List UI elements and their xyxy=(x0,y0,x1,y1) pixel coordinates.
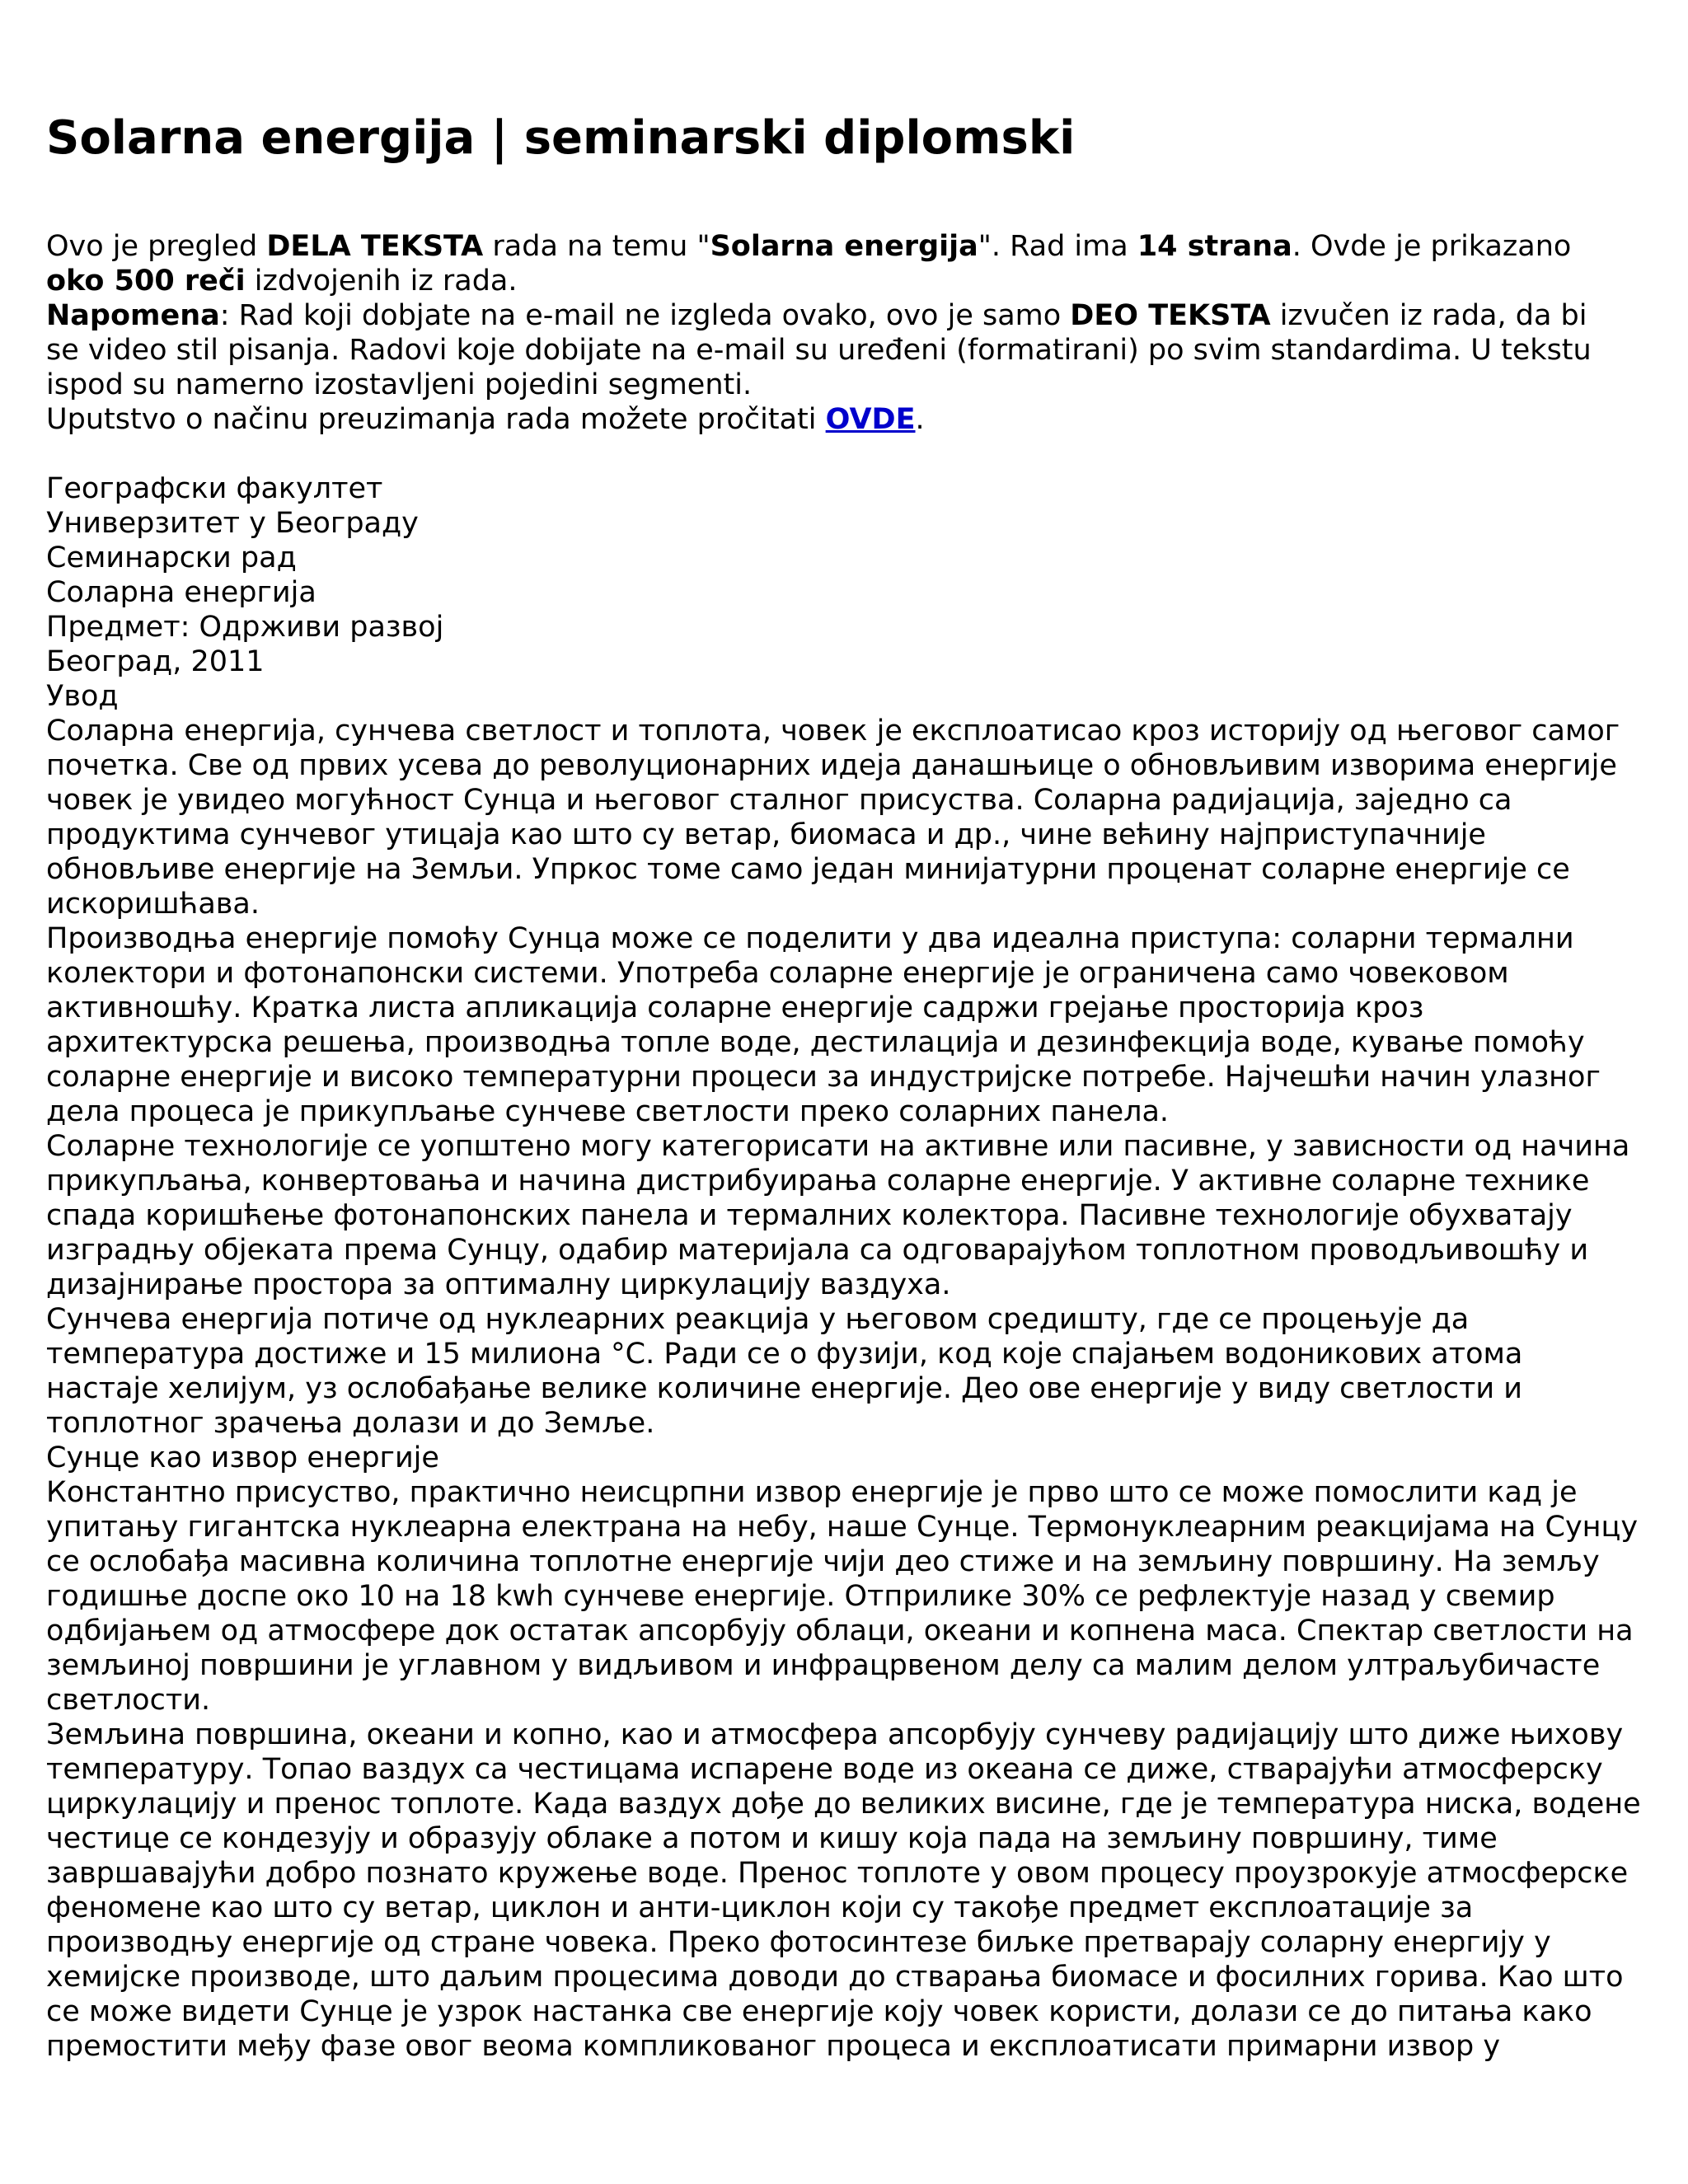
intro-text: . xyxy=(915,403,925,436)
paragraph-line: спада коришћење фотонапонских панела и термалних колектора. Пасивне технологије обухватају xyxy=(46,1199,1573,1232)
paragraph-line: Константно присуство, практично неисцрпни извор енергије је прво што се може помослити кад је xyxy=(46,1476,1578,1509)
intro-bold-topic: Solarna energija xyxy=(710,230,978,263)
paragraph-line: топлотног зрачења долази и до Земље. xyxy=(46,1407,655,1440)
paragraph-line: Земљина површина, океани и копно, као и атмосфера апсорбују сунчеву радијацију што диже њихову xyxy=(46,1718,1624,1751)
header-line: Београд, 2011 xyxy=(46,645,265,678)
spacer xyxy=(46,437,1642,471)
header-block xyxy=(46,471,1642,714)
paragraph-line: архитектурска решења, производња топле воде, дестилација и дезинфекција воде, кување помоћу xyxy=(46,1026,1585,1059)
paragraph-line: Соларна енергија, сунчева светлост и топлота, човек је експлоатисао кроз историју од његовог самог xyxy=(46,715,1620,748)
paragraph-line: почетка. Све од првих усева до револуционарних идеја данашњице о обновљивим изворима енергије xyxy=(46,749,1617,782)
paragraph-line: премостити међу фазе овог веома компликованог процеса и експлоатисати примарни извор у xyxy=(46,2030,1501,2063)
intro-notice xyxy=(46,229,1642,437)
paragraph-4 xyxy=(46,1302,1642,1441)
paragraph-line: искоришћава. xyxy=(46,888,260,921)
intro-text: izdvojenih iz rada. xyxy=(245,265,518,298)
paragraph-line: температуру. Топао ваздух са честицама испарене воде из океана се диже, стварајући атмосферску xyxy=(46,1753,1603,1786)
intro-bold-word-count: oko 500 reči xyxy=(46,265,246,298)
intro-text: : Rad koji dobjate na e-mail ne izgleda ovako, ovo je samo xyxy=(219,299,1071,332)
paragraph-line: дизајнирање простора за оптималну циркулацију ваздуха. xyxy=(46,1268,951,1301)
paragraph-line: честице се кондезују и образују облаке а потом и кишу која пада на земљину површину, тиме xyxy=(46,1822,1498,1855)
paragraph-line: соларне енергије и високо температурни процеси за индустријске потребе. Најчешћи начин улазног xyxy=(46,1061,1601,1094)
header-line: Географски факултет xyxy=(46,472,383,505)
intro-text: Uputstvo o načinu preuzimanja rada možete pročitati xyxy=(46,403,826,436)
paragraph-line: се ослобађа масивна количина топлотне енергије чији део стиже и на земљину површину. На земљу xyxy=(46,1545,1600,1578)
paragraph-line: завршавајући добро познато кружење воде. Пренос топлоте у овом процесу проузрокује атмосферске xyxy=(46,1857,1629,1890)
paragraph-line: дела процеса је прикупљање сунчеве светлости преко соларних панела. xyxy=(46,1095,1170,1128)
paragraph-5 xyxy=(46,1475,1642,1718)
paragraph-line: феномене као што су ветар, циклон и анти-циклон који су такође предмет експлоатације за xyxy=(46,1891,1474,1924)
intro-text: Ovo je pregled xyxy=(46,230,267,263)
paragraph-3 xyxy=(46,1129,1642,1302)
paragraph-line: температура достиже и 15 милиона °C. Ради се о фузији, код које спајањем водоникових атома xyxy=(46,1338,1523,1371)
paragraph-line: колектори и фотонапонски системи. Употреба соларне енергије је ограничена само човековом xyxy=(46,957,1509,990)
paragraph-line: светлости. xyxy=(46,1684,211,1717)
paragraph-1 xyxy=(46,714,1642,921)
header-line: Универзитет у Београду xyxy=(46,507,419,540)
paragraph-line: човек је увидео могућност Сунца и његовог сталног присуства. Соларна радијација, заједно са xyxy=(46,784,1512,817)
intro-bold-napomena: Napomena xyxy=(46,299,220,332)
intro-text: se video stil pisanja. Radovi koje dobijate na e-mail su uređeni (formatirani) po svim standardima. U tekstu xyxy=(46,334,1592,367)
paragraph-line: Соларне технологије се уопштено могу категорисати на активне или пасивне, у зависности од начина xyxy=(46,1130,1630,1163)
intro-text: izvučen iz rada, da bi xyxy=(1270,299,1587,332)
paragraph-line: циркулацију и пренос топлоте. Када ваздух дође до великих висине, где је температура ниска, водене xyxy=(46,1788,1641,1821)
paragraph-line: прикупљања, конвертовања и начина дистрибуирања соларне енергије. У активне соларне технике xyxy=(46,1165,1590,1197)
paragraph-line: Сунчева енергија потиче од нуклеарних реакција у његовом средишту, где се процењује да xyxy=(46,1303,1470,1336)
intro-text: rada na temu " xyxy=(483,230,710,263)
paragraph-line: упитању гигантска нуклеарна електрана на небу, наше Сунце. Термонуклеарним реакцијама на Сунцу xyxy=(46,1511,1639,1544)
ovde-link[interactable]: OVDE xyxy=(825,403,916,436)
paragraph-6 xyxy=(46,1718,1642,2064)
intro-text: ispod su namerno izostavljeni pojedini segmenti. xyxy=(46,368,753,401)
intro-bold-deo-teksta: DEO TEKSTA xyxy=(1070,299,1271,332)
paragraph-line: активношћу. Кратка листа апликација соларне енергије садржи грејање просторија кроз xyxy=(46,991,1424,1024)
header-line: Предмет: Одрживи развој xyxy=(46,611,444,644)
paragraph-line: продуктима сунчевог утицаја као што су ветар, биомаса и др., чине већину најприступачније xyxy=(46,818,1486,851)
paragraph-line: изградњу објеката према Сунцу, одабир материјала са одговарајућом топлотном проводљивошћу и xyxy=(46,1234,1589,1267)
paragraph-line: Производња енергије помоћу Сунца може се поделити у два идеална приступа: соларни термални xyxy=(46,922,1574,955)
intro-bold-dela-teksta: DELA TEKSTA xyxy=(266,230,484,263)
header-line: Семинарски рад xyxy=(46,541,297,574)
paper-excerpt xyxy=(46,471,1642,2064)
section-heading-uvod: Увод xyxy=(46,680,119,713)
section-heading: Сунце као извор енергије xyxy=(46,1441,439,1474)
header-line: Соларна енергија xyxy=(46,576,316,609)
paragraph-line: земљиној површини је углавном у видљивом и инфрацрвеном делу са малим делом ултраљубичасте xyxy=(46,1649,1601,1682)
intro-bold-page-count: 14 strana xyxy=(1137,230,1292,263)
paragraph-line: обновљиве енергије на Земљи. Упркос томе само један минијатурни проценат соларне енергије се xyxy=(46,853,1570,886)
paragraph-line: одбијањем од атмосфере док остатак апсорбују облаци, океани и копнена маса. Спектар светлости на xyxy=(46,1615,1634,1647)
paragraph-line: настаје хелијум, уз ослобађање велике количине енергије. Део ове енергије у виду светлости и xyxy=(46,1372,1522,1405)
intro-text: ". Rad ima xyxy=(978,230,1137,263)
paragraph-2 xyxy=(46,921,1642,1129)
page-title: Solarna energija | seminarski diplomski xyxy=(46,111,1076,165)
paragraph-line: се може видети Сунце је узрок настанка све енергије коју човек користи, долази се до питања како xyxy=(46,1995,1592,2028)
paragraph-line: хемијске производе, што даљим процесима доводи до стварања биомасе и фосилних горива. Као што xyxy=(46,1961,1624,1994)
intro-text: . Ovde je prikazano xyxy=(1292,230,1572,263)
paragraph-line: производњу енергије од стране човека. Преко фотосинтезе биљке претварају соларну енергију у xyxy=(46,1926,1551,1959)
paragraph-line: годишње доспе око 10 на 18 kwh сунчеве енергије. Отприлике 30% се рефлектује назад у свемир xyxy=(46,1580,1555,1613)
